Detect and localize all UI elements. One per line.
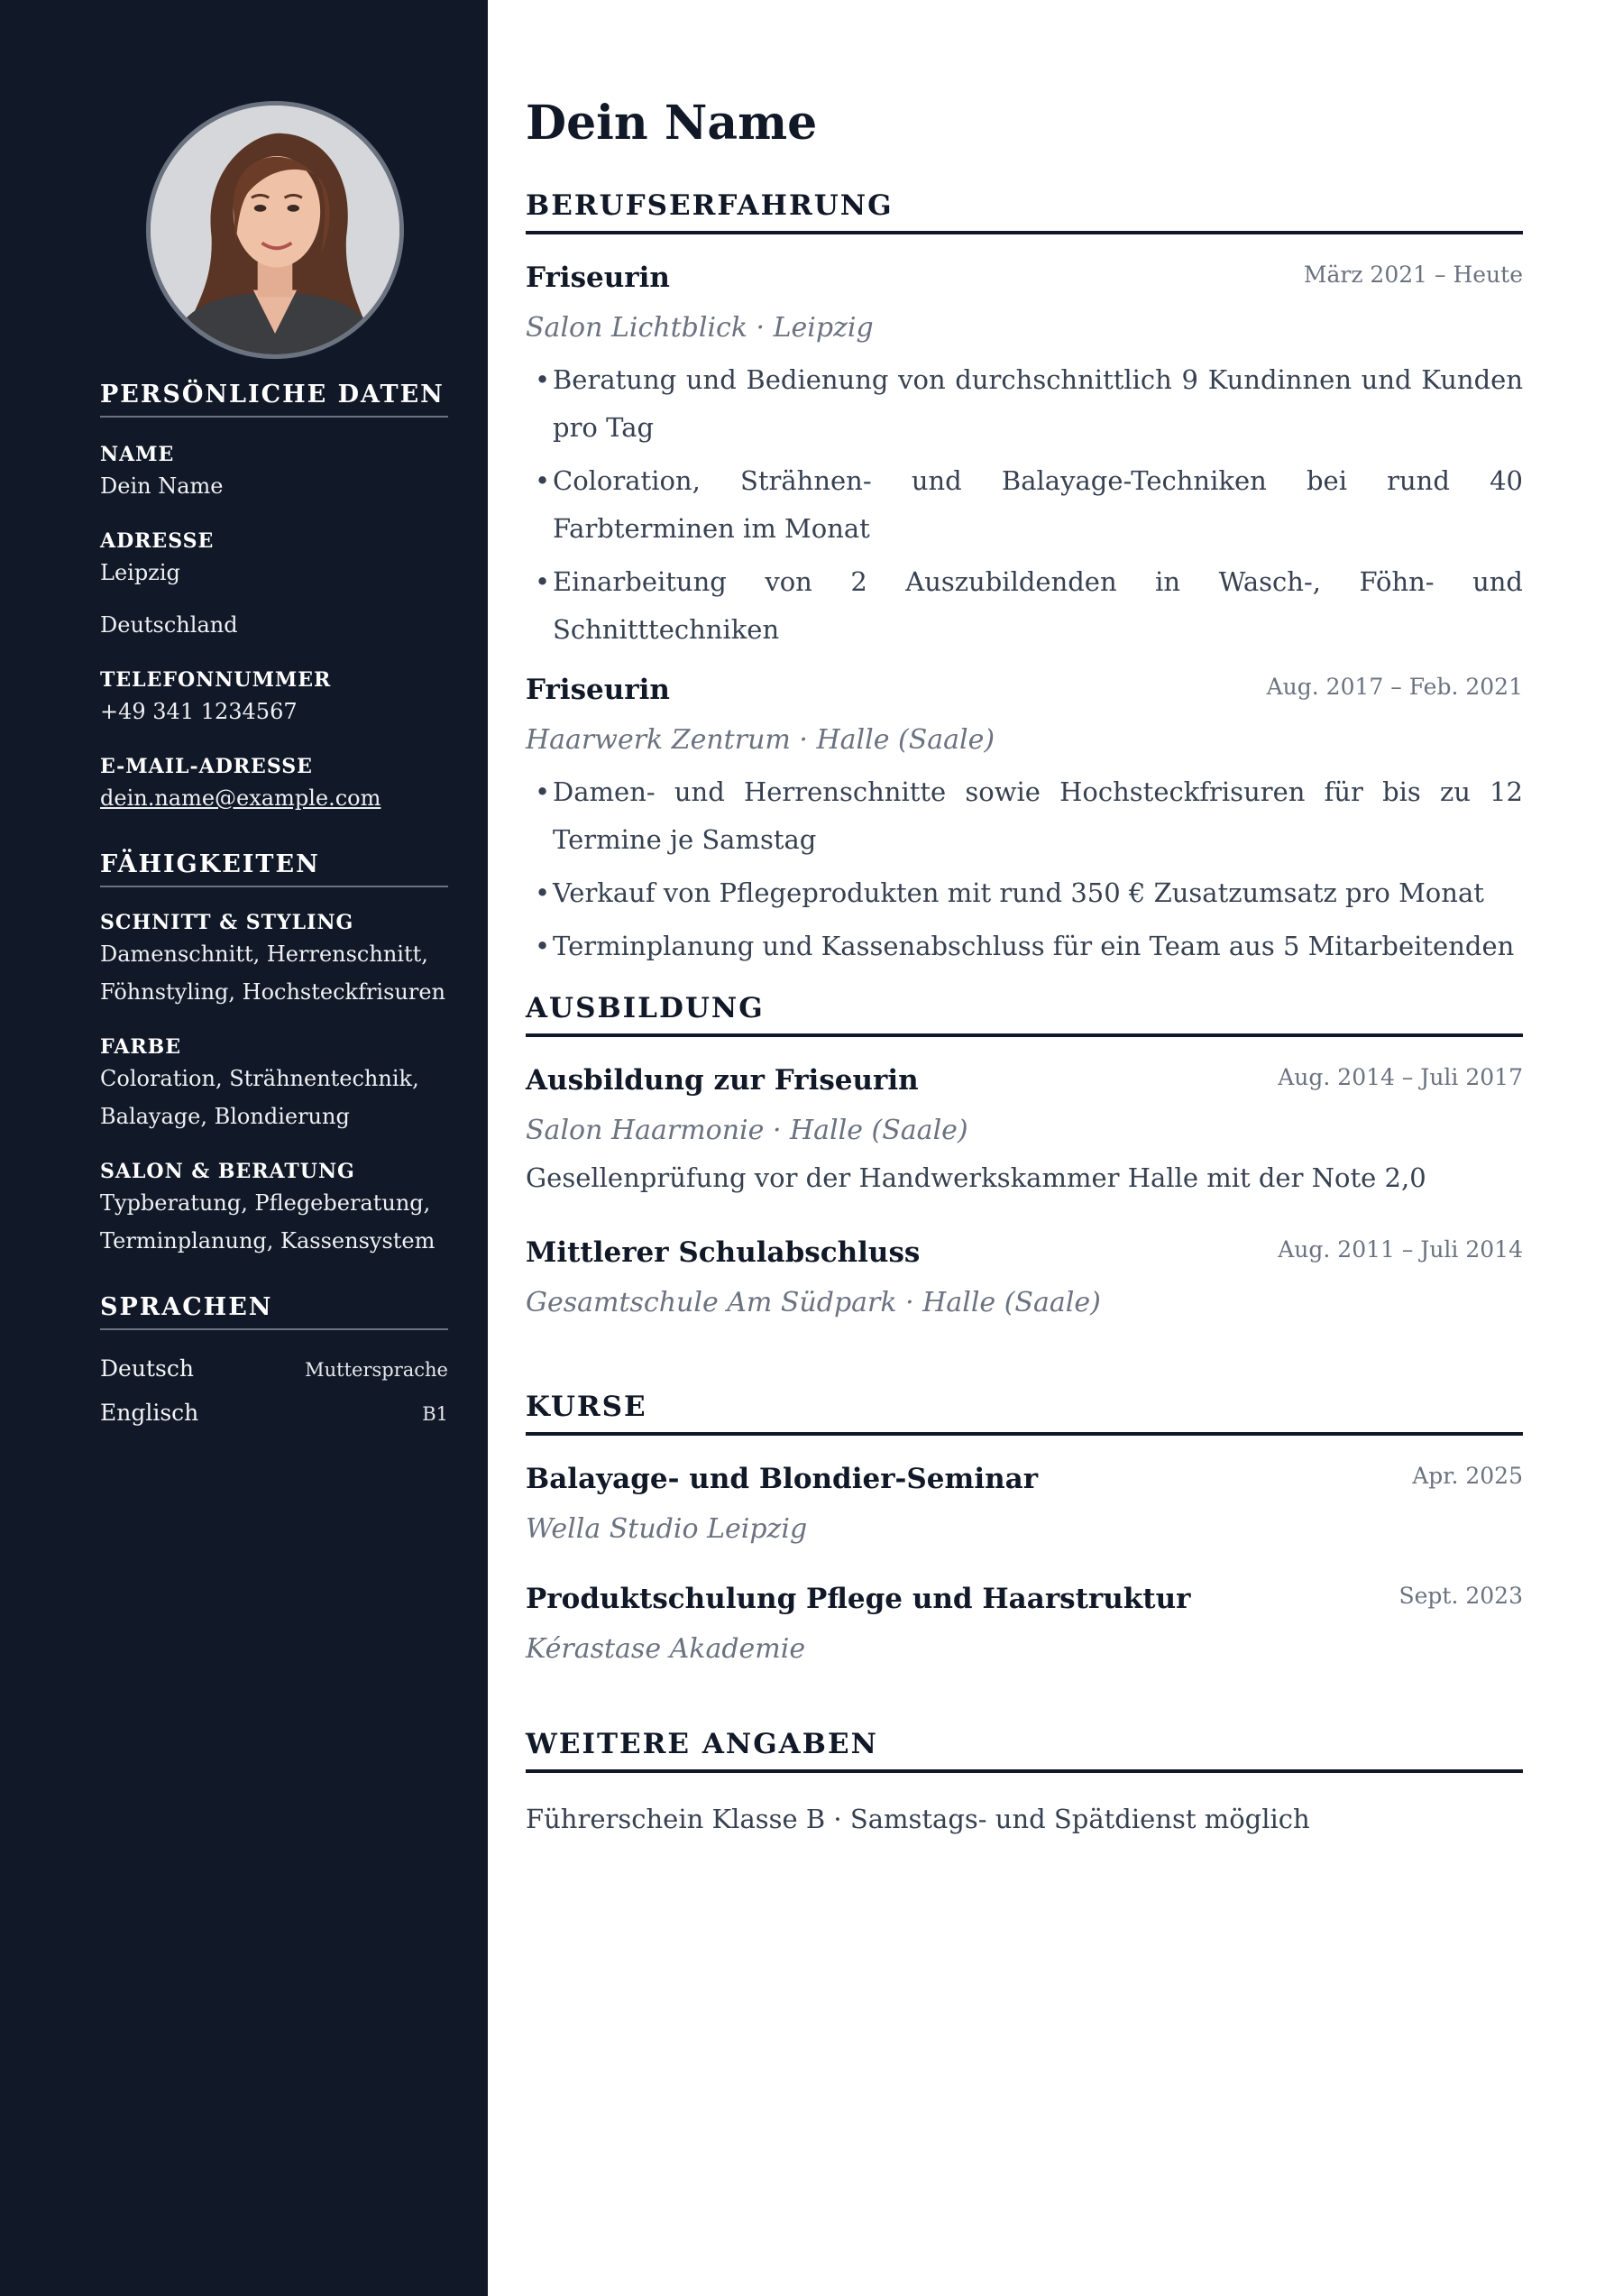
education-title: Ausbildung zur Friseurin bbox=[526, 1064, 919, 1097]
job-place: Haarwerk Zentrum · Halle (Saale) bbox=[526, 724, 995, 756]
phone-value: +49 341 1234567 bbox=[100, 699, 298, 724]
education-place: Salon Haarmonie · Halle (Saale) bbox=[526, 1115, 968, 1146]
address-city: Leipzig bbox=[100, 560, 180, 585]
skill-group-line: Föhnstyling, Hochsteckfrisuren bbox=[100, 979, 446, 1005]
name-value: Dein Name bbox=[100, 473, 224, 499]
skills-section bbox=[100, 850, 448, 1261]
job-bullet: • Damen- und Herrenschnitte sowie Hochsteckfrisuren für bis zu 12 Termine je Samstag bbox=[526, 768, 1523, 864]
job-bullet: • Beratung und Bedienung von durchschnittlich 9 Kundinnen und Kunden pro Tag bbox=[526, 356, 1523, 452]
education-date: Aug. 2011 – Juli 2014 bbox=[1278, 1236, 1523, 1263]
language-level: B1 bbox=[422, 1403, 448, 1425]
language-name: Englisch bbox=[100, 1400, 199, 1426]
education-entry bbox=[526, 1064, 1523, 1193]
skill-group-label: FARBE bbox=[100, 1035, 182, 1059]
course-date: Apr. 2025 bbox=[1412, 1463, 1523, 1489]
job-place: Salon Lichtblick · Leipzig bbox=[526, 312, 874, 344]
skill-group-line: Coloration, Strähnentechnik, bbox=[100, 1066, 419, 1091]
courses-heading: KURSE bbox=[526, 1391, 1523, 1436]
job-bullet: • Terminplanung und Kassenabschluss für ein Team aus 5 Mitarbeitenden bbox=[526, 923, 1523, 970]
further-info-text: Führerschein Klasse B · Samstags- und Spätdienst möglich bbox=[526, 1804, 1310, 1834]
course-date: Sept. 2023 bbox=[1398, 1583, 1523, 1609]
address-label: ADRESSE bbox=[100, 529, 215, 553]
education-place: Gesamtschule Am Südpark · Halle (Saale) bbox=[526, 1287, 1101, 1318]
education-date: Aug. 2014 – Juli 2017 bbox=[1278, 1064, 1523, 1090]
page-title: Dein Name bbox=[526, 96, 818, 151]
course-title: Produktschulung Pflege und Haarstruktur bbox=[526, 1583, 1191, 1615]
job-date: März 2021 – Heute bbox=[1303, 262, 1523, 288]
email-link[interactable]: dein.name@example.com bbox=[100, 785, 381, 811]
course-entry bbox=[526, 1463, 1523, 1545]
skill-group-line: Typberatung, Pflegeberatung, bbox=[100, 1190, 431, 1216]
skill-group-label: SCHNITT & STYLING bbox=[100, 911, 354, 934]
address-country: Deutschland bbox=[100, 612, 238, 638]
language-level: Muttersprache bbox=[305, 1359, 448, 1381]
job-bullets bbox=[526, 768, 1523, 970]
further-info-heading: WEITERE ANGABEN bbox=[526, 1728, 1523, 1773]
course-entry bbox=[526, 1583, 1523, 1665]
skills-heading: FÄHIGKEITEN bbox=[100, 850, 448, 887]
language-row bbox=[100, 1400, 448, 1426]
skill-group-label: SALON & BERATUNG bbox=[100, 1160, 355, 1183]
education-entry bbox=[526, 1236, 1523, 1318]
job-date: Aug. 2017 – Feb. 2021 bbox=[1266, 674, 1523, 700]
experience-section bbox=[526, 189, 1523, 976]
personal-data-section bbox=[100, 381, 448, 818]
skill-group-line: Damenschnitt, Herrenschnitt, bbox=[100, 941, 428, 967]
job-entry bbox=[526, 262, 1523, 654]
language-name: Deutsch bbox=[100, 1355, 194, 1382]
education-section bbox=[526, 992, 1523, 1318]
skill-group-line: Balayage, Blondierung bbox=[100, 1104, 350, 1129]
job-bullet: • Coloration, Strähnen- und Balayage-Techniken bei rund 40 Farbterminen im Monat bbox=[526, 457, 1523, 553]
job-entry bbox=[526, 674, 1523, 970]
job-bullets bbox=[526, 356, 1523, 654]
job-title: Friseurin bbox=[526, 674, 670, 706]
course-title: Balayage- und Blondier-Seminar bbox=[526, 1463, 1039, 1495]
education-heading: AUSBILDUNG bbox=[526, 992, 1523, 1037]
portrait-image bbox=[151, 106, 399, 354]
sidebar bbox=[0, 0, 488, 2296]
education-title: Mittlerer Schulabschluss bbox=[526, 1236, 921, 1269]
name-label: NAME bbox=[100, 443, 175, 466]
education-description: Gesellenprüfung vor der Handwerkskammer Halle mit der Note 2,0 bbox=[526, 1162, 1426, 1193]
email-label: E-MAIL-ADRESSE bbox=[100, 755, 313, 778]
languages-heading: SPRACHEN bbox=[100, 1293, 448, 1330]
languages-section bbox=[100, 1293, 448, 1426]
profile-photo bbox=[146, 101, 404, 359]
personal-data-heading: PERSÖNLICHE DATEN bbox=[100, 381, 448, 418]
job-bullet: • Einarbeitung von 2 Auszubildenden in Wasch-, Föhn- und Schnitttechniken bbox=[526, 558, 1523, 654]
job-bullet: • Verkauf von Pflegeprodukten mit rund 350 € Zusatzumsatz pro Monat bbox=[526, 869, 1523, 917]
course-place: Wella Studio Leipzig bbox=[526, 1513, 808, 1545]
further-info-section bbox=[526, 1728, 1523, 1834]
language-row bbox=[100, 1355, 448, 1382]
courses-section bbox=[526, 1391, 1523, 1665]
job-title: Friseurin bbox=[526, 262, 670, 294]
experience-heading: BERUFSERFAHRUNG bbox=[526, 189, 1523, 234]
skill-group-line: Terminplanung, Kassensystem bbox=[100, 1228, 436, 1254]
course-place: Kérastase Akademie bbox=[526, 1633, 806, 1665]
sidebar-content bbox=[100, 381, 448, 1458]
phone-label: TELEFONNUMMER bbox=[100, 668, 332, 692]
